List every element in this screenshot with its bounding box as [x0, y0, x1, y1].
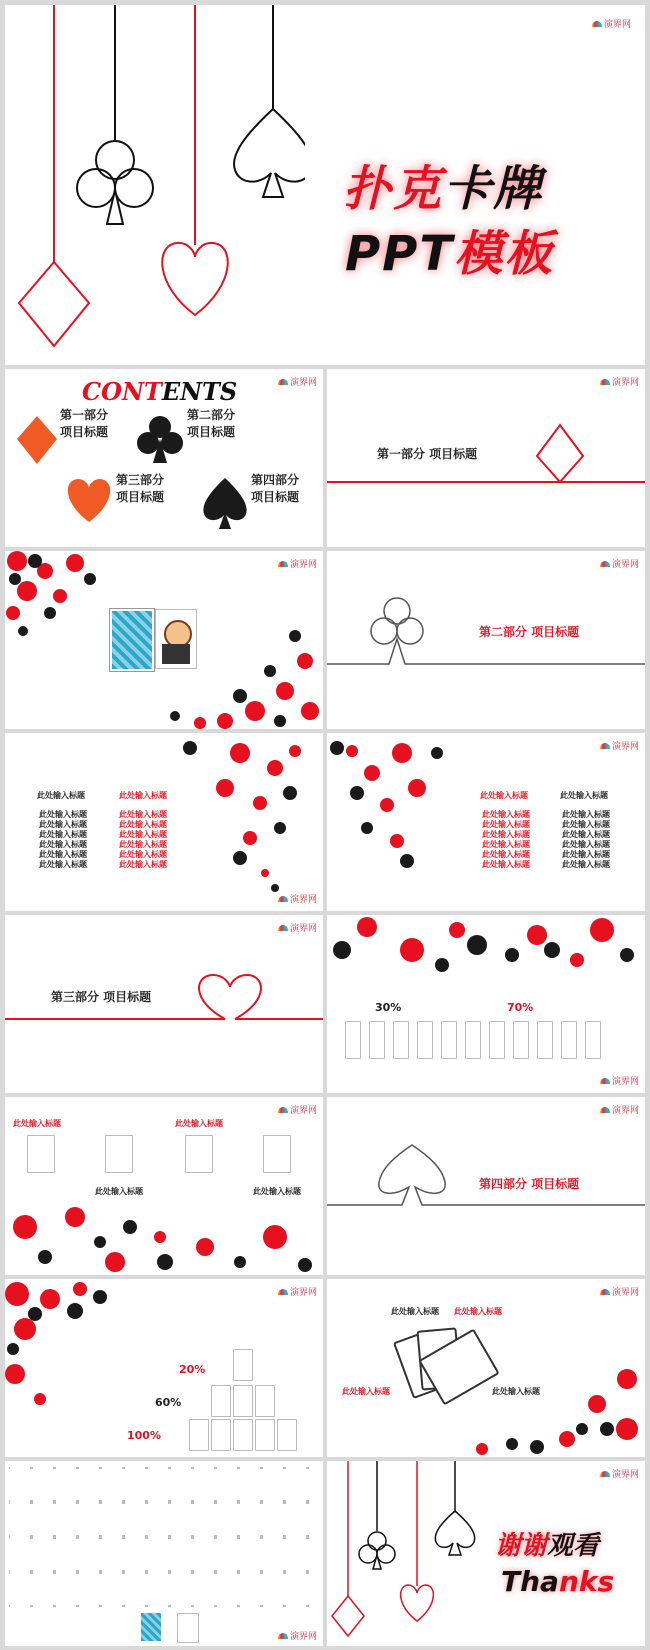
site-logo: 演界网: [278, 921, 317, 934]
slide-four-cards[interactable]: [5, 1097, 323, 1275]
fan-title-1: 此处输入标题: [391, 1307, 439, 1316]
diamond-icon: [332, 1596, 364, 1636]
slide-list-left[interactable]: [5, 733, 323, 911]
diamond-icon: [19, 262, 89, 346]
slide-contents[interactable]: [5, 369, 323, 547]
spade-icon: [234, 109, 305, 197]
list-column-black: 此处输入标题 此处输入标题 此处输入标题 此处输入标题 此处输入标题 此处输入标题: [39, 810, 87, 869]
fan-title-2: 此处输入标题: [454, 1307, 502, 1316]
card-diamond: [417, 1021, 433, 1059]
site-logo: 演界网: [278, 557, 317, 570]
slide-full-deck[interactable]: [5, 1461, 323, 1646]
contents-item-3[interactable]: 第三部分 项目标题: [116, 473, 165, 504]
heart-icon: [162, 243, 227, 315]
joker-card: [233, 1349, 253, 1381]
card-diamond: [441, 1021, 457, 1059]
cover-title-line2: PPT模板: [345, 226, 555, 282]
site-logo: 演界网: [600, 1285, 639, 1298]
slide-list-right[interactable]: [327, 733, 645, 911]
joker-card: [155, 609, 197, 669]
site-logo: 演界网: [600, 557, 639, 570]
heart-icon: [68, 479, 110, 522]
club-icon: [359, 1532, 395, 1569]
card-heart: [189, 1419, 209, 1451]
percent-30-label: 30%: [375, 1001, 402, 1014]
slide-section-3[interactable]: [5, 915, 323, 1093]
card-heart: [277, 1419, 297, 1451]
card-diamond: [537, 1021, 553, 1059]
diamond-icon: [17, 416, 57, 464]
card-back: [141, 1613, 161, 1641]
percent-70-label: 70%: [507, 1001, 534, 1014]
logo-icon: [278, 1633, 288, 1639]
card-spade: [393, 1021, 409, 1059]
cover-title-line1: 扑克卡牌: [343, 161, 544, 217]
contents-item-2[interactable]: 第二部分 项目标题: [187, 408, 236, 439]
card-diamond: [513, 1021, 529, 1059]
section-1-title: 第一部分 项目标题: [377, 447, 478, 461]
card-title-3: 此处输入标题: [95, 1187, 143, 1196]
contents-suit-icons: [5, 369, 323, 547]
slide-thanks[interactable]: [327, 1461, 645, 1646]
slide-section-1[interactable]: [327, 369, 645, 547]
percent-20-label: 20%: [179, 1363, 206, 1376]
list-column-red: 此处输入标题 此处输入标题 此处输入标题 此处输入标题 此处输入标题 此处输入标题: [119, 810, 167, 869]
section-2-line-club: [327, 551, 645, 729]
joker-card: [177, 1613, 199, 1643]
site-logo: 演界网: [600, 1074, 639, 1087]
list-heading-black: 此处输入标题: [560, 791, 608, 800]
spade-icon: [203, 478, 246, 529]
list-heading-red: 此处输入标题: [480, 791, 528, 800]
card-diamond: [465, 1021, 481, 1059]
logo-text: 演界网: [603, 20, 631, 30]
card-back: [110, 609, 154, 671]
falling-suits-decoration: [5, 733, 323, 911]
card-spade: [211, 1385, 231, 1417]
card-title-4: 此处输入标题: [253, 1187, 301, 1196]
section-4-line-spade: [327, 1097, 645, 1275]
site-logo: 演界网: [600, 375, 639, 388]
section-3-title: 第三部分 项目标题: [51, 990, 152, 1004]
card-heart: [211, 1419, 231, 1451]
contents-item-4[interactable]: 第四部分 项目标题: [251, 473, 300, 504]
hanging-suits-illustration: [5, 5, 305, 365]
site-logo: [592, 17, 631, 30]
card-diamond: [489, 1021, 505, 1059]
slide-fanned-cards[interactable]: [327, 1279, 645, 1457]
fan-title-3: 此处输入标题: [342, 1387, 390, 1396]
section-1-line-diamond: [327, 369, 645, 547]
section-3-line-heart: [5, 915, 323, 1093]
site-logo: 演界网: [278, 375, 317, 388]
card-heart: [233, 1419, 253, 1451]
card-spade: [345, 1021, 361, 1059]
card-title-2: 此处输入标题: [175, 1119, 223, 1128]
site-logo: 演界网: [278, 1629, 317, 1642]
contents-item-1[interactable]: 第一部分 项目标题: [60, 408, 109, 439]
hanging-suits-illustration: [327, 1461, 487, 1646]
card-diamond: [561, 1021, 577, 1059]
list-column-red: 此处输入标题 此处输入标题 此处输入标题 此处输入标题 此处输入标题 此处输入标题: [482, 810, 530, 869]
percent-60-label: 60%: [155, 1396, 182, 1409]
list-column-black: 此处输入标题 此处输入标题 此处输入标题 此处输入标题 此处输入标题 此处输入标题: [562, 810, 610, 869]
fan-title-4: 此处输入标题: [492, 1387, 540, 1396]
slide-section-2[interactable]: [327, 551, 645, 729]
list-heading-red: 此处输入标题: [119, 791, 167, 800]
scattered-suits-decoration: [5, 1279, 323, 1457]
slide-percent-cards[interactable]: [327, 915, 645, 1093]
site-logo: 演界网: [600, 1103, 639, 1116]
thanks-en: Thanks: [501, 1565, 615, 1598]
scattered-suits-decoration: [327, 1279, 645, 1457]
site-logo: 演界网: [278, 1103, 317, 1116]
contents-heading: CONTENTS: [82, 377, 238, 406]
card-heart: [255, 1419, 275, 1451]
bottom-suits-decoration: [5, 1097, 323, 1275]
list-heading-black: 此处输入标题: [37, 791, 85, 800]
club-icon: [77, 141, 153, 224]
slide-scatter-1[interactable]: [5, 551, 323, 729]
falling-suits-decoration: [327, 733, 645, 911]
card-spade: [233, 1385, 253, 1417]
site-logo: 演界网: [600, 1467, 639, 1480]
heart-icon: [401, 1585, 434, 1621]
spade-icon: [435, 1511, 474, 1555]
site-logo: 演界网: [278, 1285, 317, 1298]
percent-100-label: 100%: [127, 1429, 161, 1442]
section-2-title: 第二部分 项目标题: [479, 625, 580, 639]
card-diamond: [585, 1021, 601, 1059]
slide-cover[interactable]: [5, 5, 645, 365]
deck-grid: [9, 1467, 319, 1607]
card-spade: [369, 1021, 385, 1059]
slide-section-4[interactable]: [327, 1097, 645, 1275]
logo-icon: [592, 21, 602, 27]
section-4-title: 第四部分 项目标题: [479, 1177, 580, 1191]
card-title-1: 此处输入标题: [13, 1119, 61, 1128]
logo-icon: [600, 1471, 610, 1477]
site-logo: 演界网: [278, 892, 317, 905]
card-row: [345, 1021, 615, 1061]
slide-pyramid[interactable]: [5, 1279, 323, 1457]
card-spade: [255, 1385, 275, 1417]
club-icon: [137, 416, 183, 463]
site-logo: 演界网: [600, 739, 639, 752]
thanks-cn: 谢谢观看: [495, 1531, 600, 1561]
